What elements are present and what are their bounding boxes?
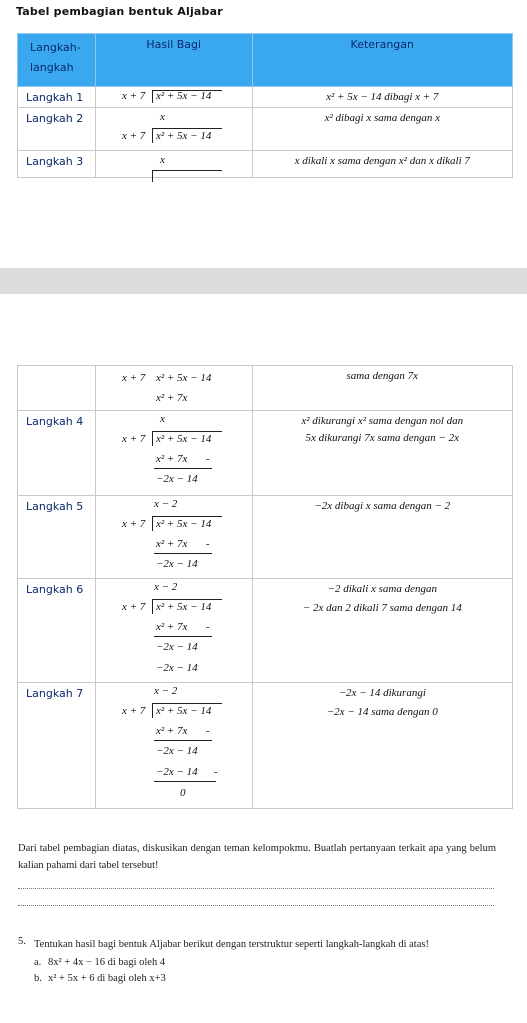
work-cell	[95, 683, 252, 809]
step-label: Langkah 6	[18, 579, 96, 683]
division-bar	[152, 599, 222, 600]
task-text: Tentukan hasil bagi bentuk Aljabar berikut dengan terstruktur seperti langkah-langkah di atas!	[34, 939, 429, 950]
subtraction-line	[154, 553, 212, 554]
note-cell: −2x dibagi x sama dengan − 2	[252, 496, 512, 579]
remainder: −2x − 14	[155, 641, 198, 653]
note-cell: x dikali x sama dengan x² dan x dikali 7	[252, 151, 512, 178]
product: x² + 7x	[155, 453, 188, 465]
division-bracket	[152, 170, 153, 182]
work-cell	[95, 579, 252, 683]
quotient: x	[159, 154, 165, 166]
product: x² + 7x	[155, 621, 188, 633]
minus-sign: -	[205, 453, 210, 465]
dividend: x² + 5x − 14	[155, 372, 212, 384]
minus-sign: -	[205, 725, 210, 737]
final-remainder: 0	[179, 787, 186, 799]
product: x² + 7x	[155, 538, 188, 550]
minus-sign: -	[205, 621, 210, 633]
note-line: 5x dikurangi 7x sama dengan − 2x	[305, 432, 459, 444]
note-cell	[252, 411, 512, 496]
note-cell	[252, 683, 512, 809]
note-cell: x² + 5x − 14 dibagi x + 7	[252, 87, 512, 108]
minus-sign: -	[205, 538, 210, 550]
divisor: x + 7	[121, 130, 146, 142]
task-number: 5.	[18, 936, 26, 947]
remainder: −2x − 14	[155, 473, 198, 485]
divisor: x + 7	[121, 433, 146, 445]
page-title: Tabel pembagian bentuk Aljabar	[16, 5, 223, 18]
task-a: 8x² + 4x − 16 di bagi oleh 4	[48, 957, 166, 968]
header-notes: Keterangan	[252, 34, 512, 87]
division-bar	[152, 703, 222, 704]
minus-sign: -	[213, 766, 218, 778]
division-bracket	[152, 90, 153, 103]
subtraction-line	[154, 781, 216, 782]
quotient: x	[159, 111, 165, 123]
task-a-label: a.	[34, 957, 42, 968]
division-table-continued	[17, 365, 513, 809]
note-cell: x² dibagi x sama dengan x	[252, 108, 512, 151]
divisor: x + 7	[121, 518, 146, 530]
divisor: x + 7	[121, 372, 146, 384]
step-label: Langkah 7	[18, 683, 96, 809]
work-cell	[95, 366, 252, 411]
product: −2x − 14	[155, 766, 198, 778]
division-bracket	[152, 128, 153, 143]
dividend: x² + 5x − 14	[155, 518, 212, 530]
note-cell	[252, 579, 512, 683]
quotient: x	[159, 413, 165, 425]
remainder: −2x − 14	[155, 745, 198, 757]
step-label: Langkah 1	[18, 87, 96, 108]
step-label: Langkah 5	[18, 496, 96, 579]
divisor: x + 7	[121, 90, 146, 102]
work-cell	[95, 87, 252, 108]
work-cell	[95, 151, 252, 178]
divisor: x + 7	[121, 601, 146, 613]
header-steps-label: Langkah-langkah	[30, 41, 81, 74]
note-line: −2 dikali x sama dengan	[327, 583, 437, 595]
page-separator	[0, 268, 527, 294]
step-label: Langkah 2	[18, 108, 96, 151]
divisor: x + 7	[121, 705, 146, 717]
division-bracket	[152, 703, 153, 718]
division-bracket	[152, 516, 153, 531]
quotient: x − 2	[153, 685, 178, 697]
step-label: Langkah 3	[18, 151, 96, 178]
division-table-top	[17, 33, 513, 178]
header-quotient: Hasil Bagi	[95, 34, 252, 87]
product: x² + 7x	[155, 392, 188, 404]
subtraction-line	[154, 468, 212, 469]
note-line: −2x − 14 dikurangi	[338, 687, 426, 699]
subtraction-line	[154, 636, 212, 637]
work-cell	[95, 108, 252, 151]
subtraction-line	[154, 740, 212, 741]
instruction-text: Dari tabel pembagian diatas, diskusikan dengan teman kelompokmu. Buatlah pertanyaan terkait apa yang belum kalian pahami dari tabel tersebut!	[18, 843, 496, 871]
dividend: x² + 5x − 14	[155, 130, 212, 142]
work-cell	[95, 496, 252, 579]
product: −2x − 14	[155, 662, 198, 674]
remainder: −2x − 14	[155, 558, 198, 570]
dividend: x² + 5x − 14	[155, 601, 212, 613]
dividend: x² + 5x − 14	[155, 90, 212, 102]
task-block	[18, 936, 496, 987]
note-line: −2x − 14 sama dengan 0	[326, 706, 438, 718]
header-steps	[18, 34, 96, 87]
dividend: x² + 5x − 14	[155, 705, 212, 717]
division-bar	[152, 431, 222, 432]
note-line: x² dikurangi x² sama dengan nol dan	[301, 415, 464, 427]
work-cell	[95, 411, 252, 496]
note-line: − 2x dan 2 dikali 7 sama dengan 14	[302, 602, 462, 614]
division-bar	[152, 170, 222, 171]
step-cell	[18, 366, 96, 411]
quotient: x − 2	[153, 581, 178, 593]
division-bar	[152, 128, 222, 129]
task-b: x² + 5x + 6 di bagi oleh x+3	[48, 973, 166, 984]
dividend: x² + 5x − 14	[155, 433, 212, 445]
task-b-label: b.	[34, 973, 42, 984]
division-bracket	[152, 431, 153, 446]
division-bracket	[152, 599, 153, 614]
answer-line[interactable]	[18, 888, 494, 889]
step-label: Langkah 4	[18, 411, 96, 496]
note-cell: sama dengan 7x	[252, 366, 512, 411]
product: x² + 7x	[155, 725, 188, 737]
division-bar	[152, 516, 222, 517]
quotient: x − 2	[153, 498, 178, 510]
answer-line[interactable]	[18, 905, 494, 906]
